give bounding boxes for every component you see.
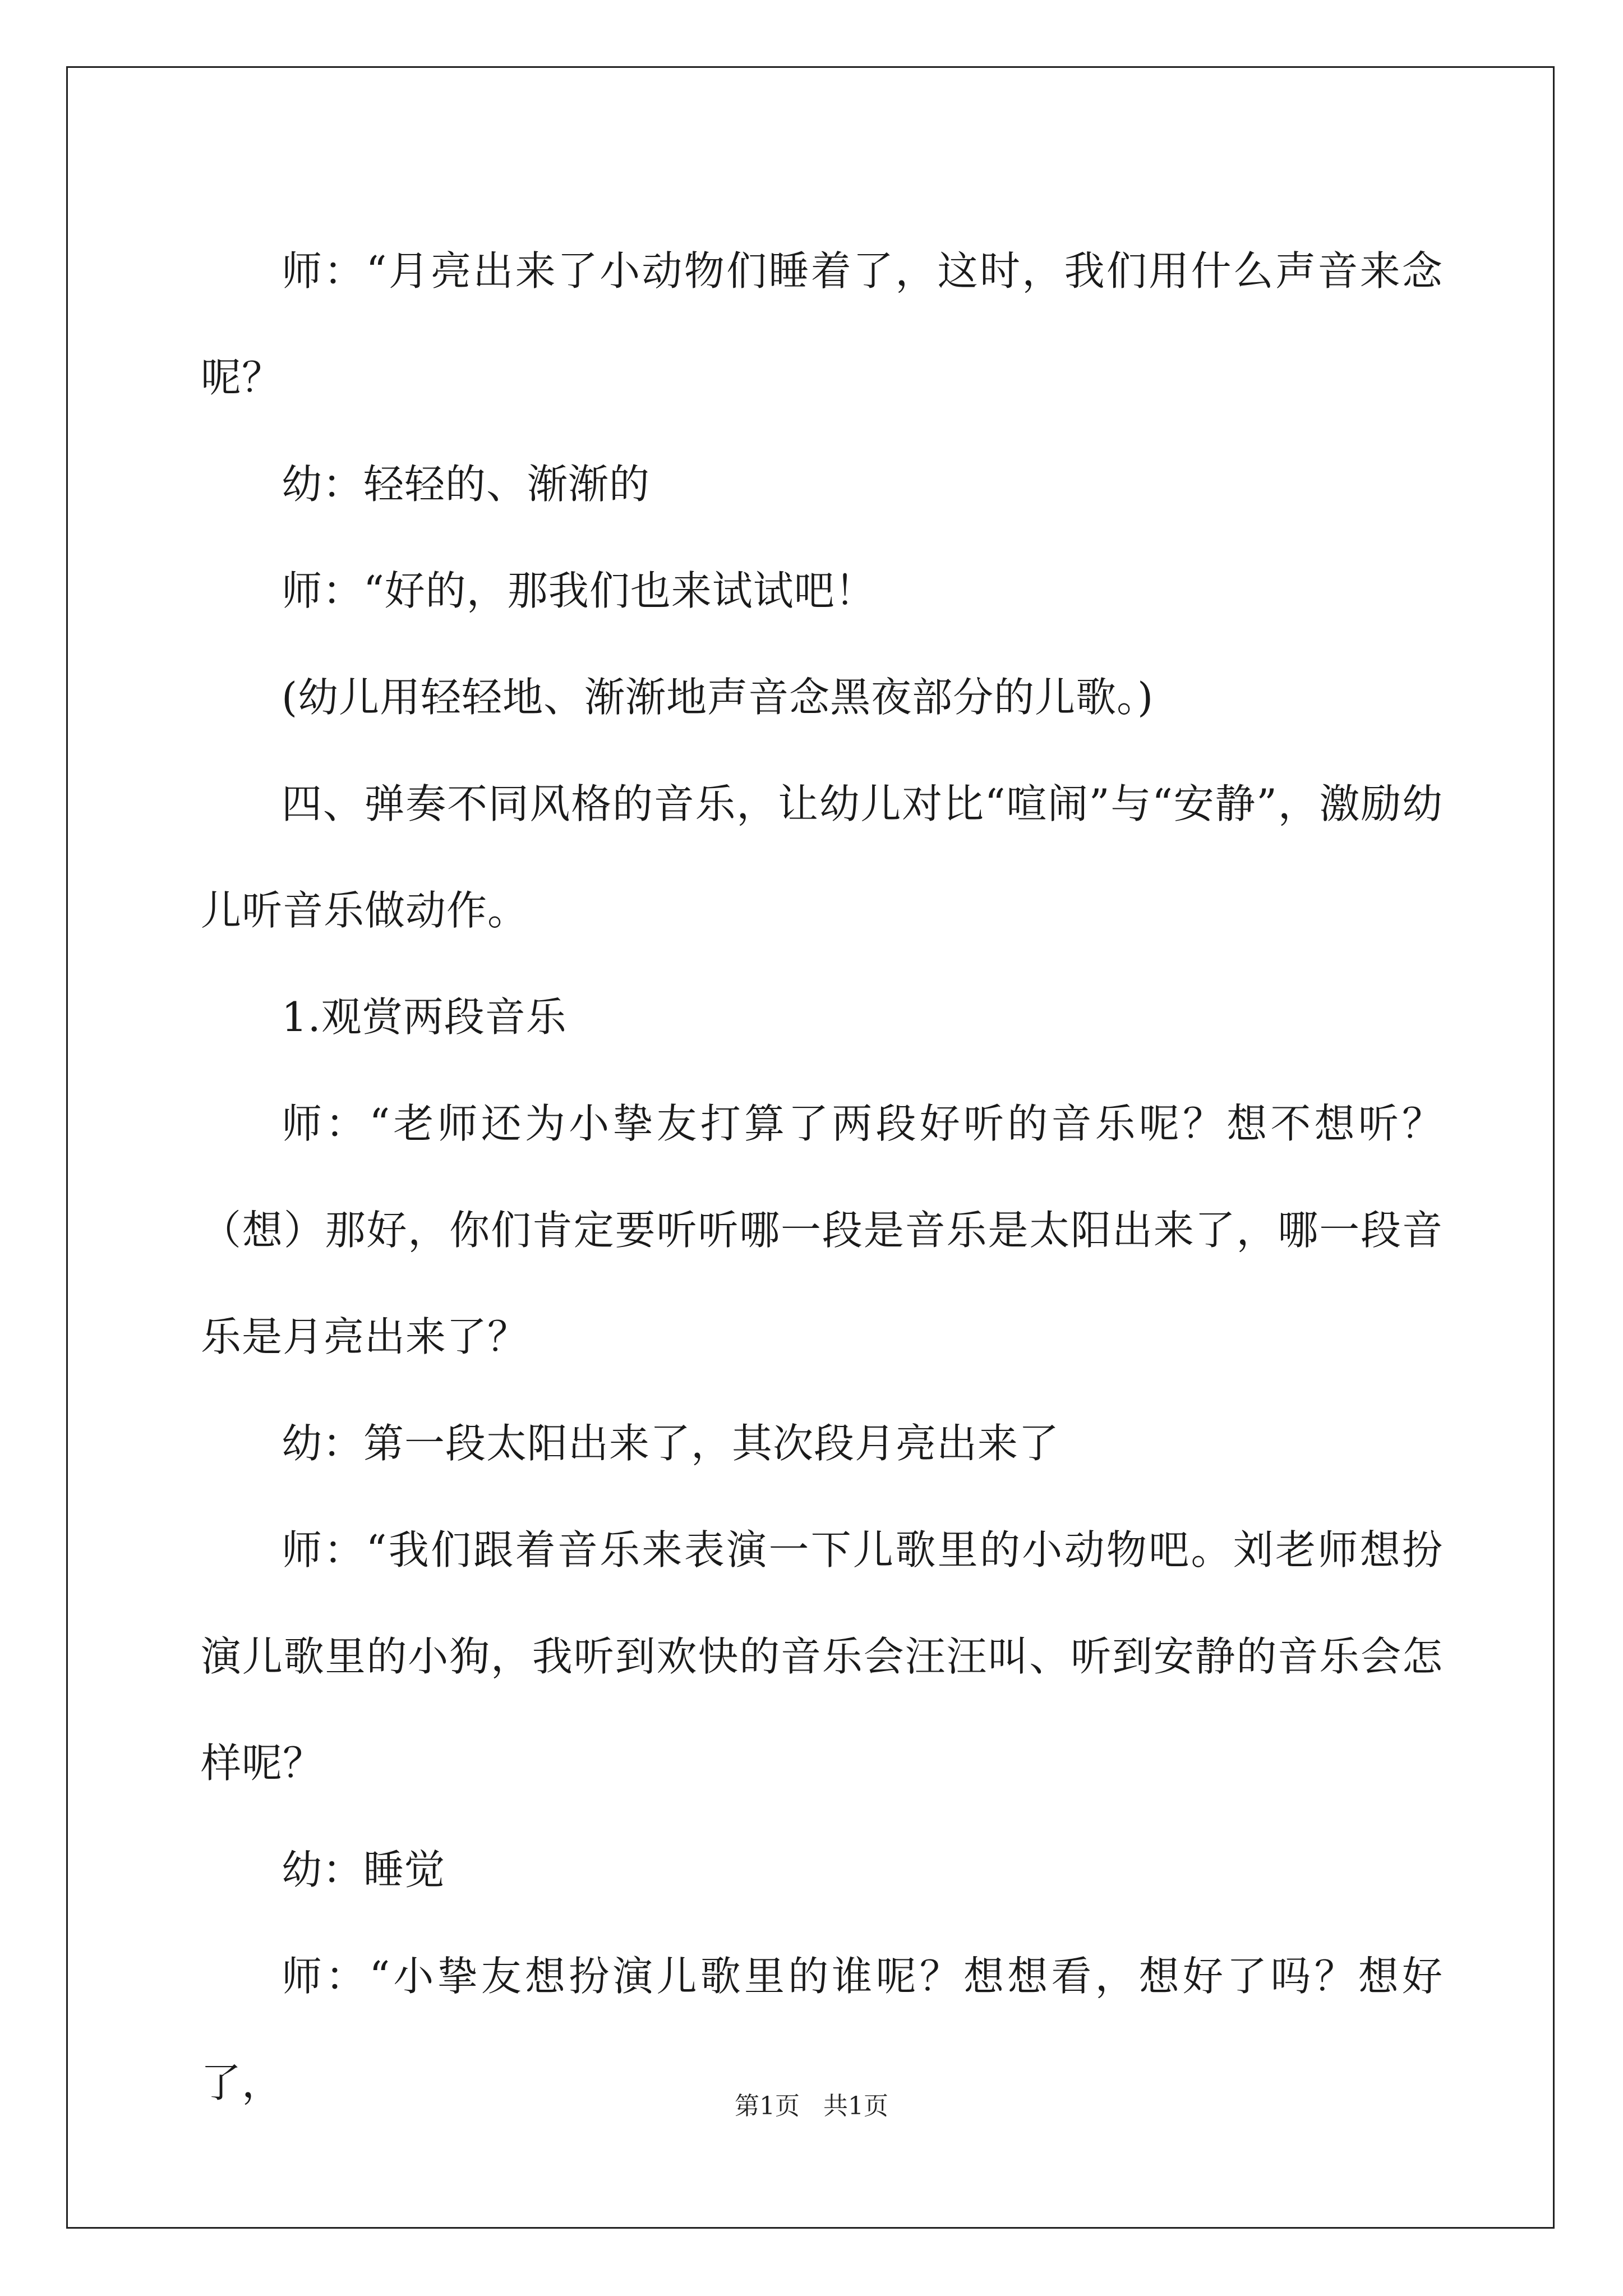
paragraph: 四、弹奏不同风格的音乐，让幼儿对比“喧闹”与“安静”，激励幼儿听音乐做动作。 (201, 780, 1443, 934)
paragraph: 幼：第一段太阳出来了，其次段月亮出来了 (282, 1420, 1060, 1467)
paragraph: 师：“好的，那我们也来试试吧！ (282, 567, 876, 614)
document-body (201, 218, 1443, 2136)
paragraph: 师：“我们跟着音乐来表演一下儿歌里的小动物吧。刘老师想扮演儿歌里的小狗，我听到欢快的音乐会汪汪叫、听到安静的音乐会怎样呢？ (201, 1526, 1443, 1787)
paragraph: 幼：轻轻的、渐渐的 (282, 461, 651, 508)
paragraph: 师：“月亮出来了小动物们睡着了，这时，我们用什么声音来念呢？ (201, 247, 1443, 401)
paragraph: 师：“老师还为小挚友打算了两段好听的音乐呢？想不想听？（想）那好，你们肯定要听听哪一段是音乐是太阳出来了，哪一段音乐是月亮出来了？ (201, 1100, 1443, 1360)
page-number-footer: 第1页 共1页 (735, 2092, 888, 2120)
paragraph: 幼：睡觉 (282, 1846, 446, 1893)
paragraph: 1.观赏两段音乐 (282, 993, 567, 1041)
paragraph: 师：“小挚友想扮演儿歌里的谁呢？想想看，想好了吗？想好了， (201, 1953, 1443, 2106)
paragraph: (幼儿用轻轻地、渐渐地声音念黑夜部分的儿歌。) (282, 674, 1154, 721)
